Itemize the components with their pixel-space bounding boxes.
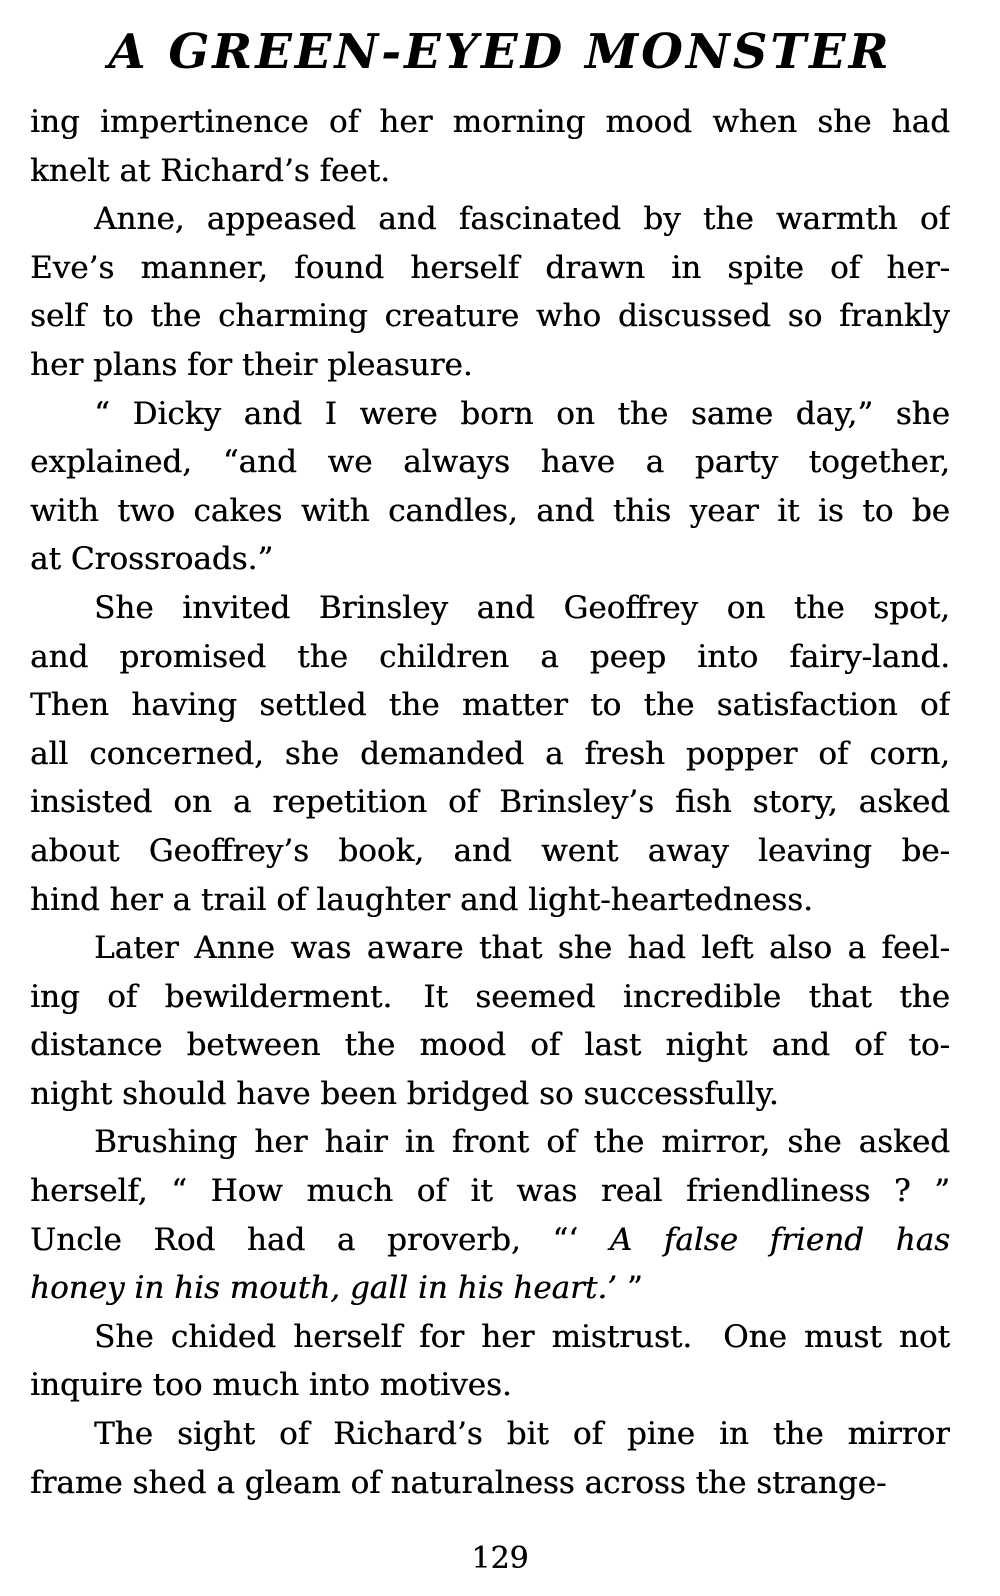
text-line <box>30 153 950 202</box>
page-body <box>30 104 950 1513</box>
text-segment: “ Dicky and I were born on the same day,” she <box>94 395 950 432</box>
text-line <box>30 396 950 445</box>
text-line <box>30 493 950 542</box>
text-segment: ” <box>617 1270 643 1307</box>
text-segment: insisted on a repetition of Brinsley’s fish story, asked <box>30 784 950 821</box>
text-segment: her plans for their pleasure. <box>30 346 473 383</box>
paragraph <box>30 1124 950 1318</box>
text-line <box>30 1270 950 1319</box>
text-segment: She invited Brinsley and Geoffrey on the spot, <box>94 589 950 626</box>
text-line <box>30 930 950 979</box>
text-line <box>30 1124 950 1173</box>
text-segment: knelt at Richard’s feet. <box>30 152 390 189</box>
paragraph <box>30 1416 950 1513</box>
paragraph <box>30 1319 950 1416</box>
text-segment: with two cakes with candles, and this year it is to be <box>30 492 950 529</box>
text-segment: The sight of Richard’s bit of pine in the mirror <box>94 1416 950 1453</box>
text-segment: ing of bewilderment. It seemed incredible that the <box>30 978 950 1015</box>
text-line <box>30 1367 950 1416</box>
text-segment: all concerned, she demanded a fresh popper of corn, <box>30 735 950 772</box>
text-segment: night should have been bridged so successfully. <box>30 1075 779 1112</box>
text-line <box>30 833 950 882</box>
text-segment: about Geoffrey’s book, and went away leaving be- <box>30 832 950 869</box>
text-line <box>30 979 950 1028</box>
text-line <box>30 882 950 931</box>
text-segment: at Crossroads.” <box>30 541 274 578</box>
text-line <box>30 201 950 250</box>
text-line <box>30 298 950 347</box>
paragraph <box>30 930 950 1124</box>
paragraph <box>30 104 950 201</box>
text-line <box>30 1027 950 1076</box>
text-line <box>30 736 950 785</box>
italic-text-segment: honey in his mouth, gall in his heart.’ <box>30 1270 618 1307</box>
text-line <box>30 104 950 153</box>
text-segment: Uncle Rod had a proverb, “‘ <box>30 1221 610 1258</box>
text-segment: distance between the mood of last night and of to- <box>30 1027 950 1064</box>
text-line <box>30 1222 950 1271</box>
text-line <box>30 590 950 639</box>
text-segment: frame shed a gleam of naturalness across the strange- <box>30 1464 887 1501</box>
text-segment: Anne, appeased and fascinated by the warmth of <box>94 201 950 238</box>
paragraph <box>30 396 950 590</box>
text-segment: herself, “ How much of it was real friendliness ? ” <box>30 1173 950 1210</box>
text-line <box>30 444 950 493</box>
text-segment: and promised the children a peep into fairy-land. <box>30 638 950 675</box>
text-segment: self to the charming creature who discussed so frankly <box>30 298 950 335</box>
text-segment: Later Anne was aware that she had left also a feel- <box>94 930 950 967</box>
paragraph <box>30 201 950 395</box>
text-line <box>30 250 950 299</box>
text-line <box>30 1319 950 1368</box>
text-line <box>30 541 950 590</box>
paragraph <box>30 590 950 930</box>
page-title: A GREEN-EYED MONSTER <box>108 24 892 80</box>
text-segment: inquire too much into motives. <box>30 1367 512 1404</box>
italic-text-segment: A false friend has <box>609 1221 950 1258</box>
text-line <box>30 1465 950 1514</box>
text-line <box>30 639 950 688</box>
text-line <box>30 1076 950 1125</box>
text-segment: Then having settled the matter to the satisfaction of <box>30 687 950 724</box>
text-segment: Brushing her hair in front of the mirror, she asked <box>94 1124 950 1161</box>
text-line <box>30 1416 950 1465</box>
text-line <box>30 687 950 736</box>
text-line <box>30 347 950 396</box>
text-segment: ing impertinence of her morning mood when she had <box>30 104 950 140</box>
text-segment: She chided herself for her mistrust. One must not <box>94 1318 950 1355</box>
text-line <box>30 1173 950 1222</box>
page-number: 129 <box>471 1541 529 1577</box>
text-segment: hind her a trail of laughter and light-heartedness. <box>30 881 813 918</box>
text-line <box>30 784 950 833</box>
text-segment: explained, “and we always have a party together, <box>30 444 950 481</box>
text-segment: Eve’s manner, found herself drawn in spite of her- <box>30 249 950 286</box>
